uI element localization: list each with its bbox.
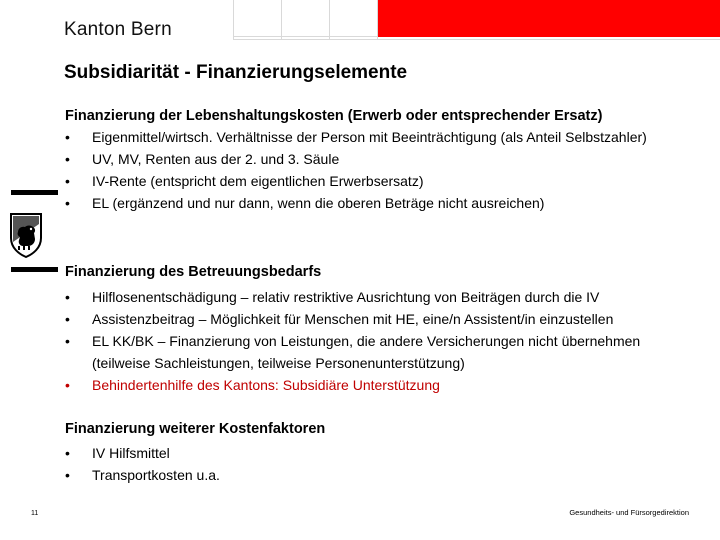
left-bar-top bbox=[11, 190, 58, 195]
list-item bbox=[65, 464, 465, 486]
bullet-dot: • bbox=[65, 173, 70, 189]
list-item-highlight bbox=[65, 374, 705, 396]
corner-red-block bbox=[378, 0, 720, 37]
section-heading-lebenshaltung: Finanzierung der Lebenshaltungskosten (Erwerb oder entsprechender Ersatz) bbox=[65, 108, 603, 124]
list-item-text: Hilflosenentschädigung – relativ restriktive Ausrichtung von Beiträgen durch die IV bbox=[92, 289, 600, 305]
list-item-text: EL (ergänzend und nur dann, wenn die oberen Beträge nicht ausreichen) bbox=[92, 195, 545, 211]
list-item-text: EL KK/BK – Finanzierung von Leistungen, die andere Versicherungen nicht übernehmen (teilweise Sachleistungen, teilweise Personenunterstützung) bbox=[92, 333, 641, 371]
section-list-kostenfaktoren bbox=[65, 442, 465, 486]
list-item bbox=[65, 330, 705, 374]
list-item-text: Assistenzbeitrag – Möglichkeit für Menschen mit HE, eine/n Assistent/in einzustellen bbox=[92, 311, 614, 327]
bullet-dot: • bbox=[65, 289, 70, 305]
list-item-text: Transportkosten u.a. bbox=[92, 467, 220, 483]
list-item bbox=[65, 170, 705, 192]
bullet-dot: • bbox=[65, 467, 70, 483]
section-list-lebenshaltung bbox=[65, 126, 705, 214]
bullet-dot: • bbox=[65, 195, 70, 211]
left-bar-middle bbox=[11, 267, 58, 272]
bullet-dot: • bbox=[65, 377, 70, 393]
list-item-text: UV, MV, Renten aus der 2. und 3. Säule bbox=[92, 151, 340, 167]
list-item bbox=[65, 126, 705, 148]
list-item bbox=[65, 192, 705, 214]
bern-bear-crest-icon bbox=[9, 212, 43, 258]
list-item-text: IV Hilfsmittel bbox=[92, 445, 170, 461]
list-item-text: Behindertenhilfe des Kantons: Subsidiäre Unterstützung bbox=[92, 377, 440, 393]
list-item bbox=[65, 442, 465, 464]
list-item bbox=[65, 148, 705, 170]
list-item bbox=[65, 308, 705, 330]
section-heading-betreuung: Finanzierung des Betreuungsbedarfs bbox=[65, 264, 322, 280]
bullet-dot: • bbox=[65, 151, 70, 167]
section-heading-kostenfaktoren: Finanzierung weiterer Kostenfaktoren bbox=[65, 421, 326, 437]
list-item bbox=[65, 286, 705, 308]
page-title: Subsidiarität - Finanzierungselemente bbox=[64, 62, 408, 83]
bullet-dot: • bbox=[65, 311, 70, 327]
section-list-betreuung bbox=[65, 286, 705, 396]
list-item-text: IV-Rente (entspricht dem eigentlichen Erwerbsersatz) bbox=[92, 173, 424, 189]
bullet-dot: • bbox=[65, 129, 70, 145]
list-item-text: Eigenmittel/wirtsch. Verhältnisse der Person mit Beeinträchtigung (als Anteil Selbstzahler) bbox=[92, 129, 647, 145]
org-name: Kanton Bern bbox=[64, 19, 172, 40]
page-number: 11 bbox=[31, 510, 39, 517]
bullet-dot: • bbox=[65, 445, 70, 461]
footer-department: Gesundheits- und Fürsorgedirektion bbox=[569, 508, 689, 517]
bullet-dot: • bbox=[65, 333, 70, 349]
